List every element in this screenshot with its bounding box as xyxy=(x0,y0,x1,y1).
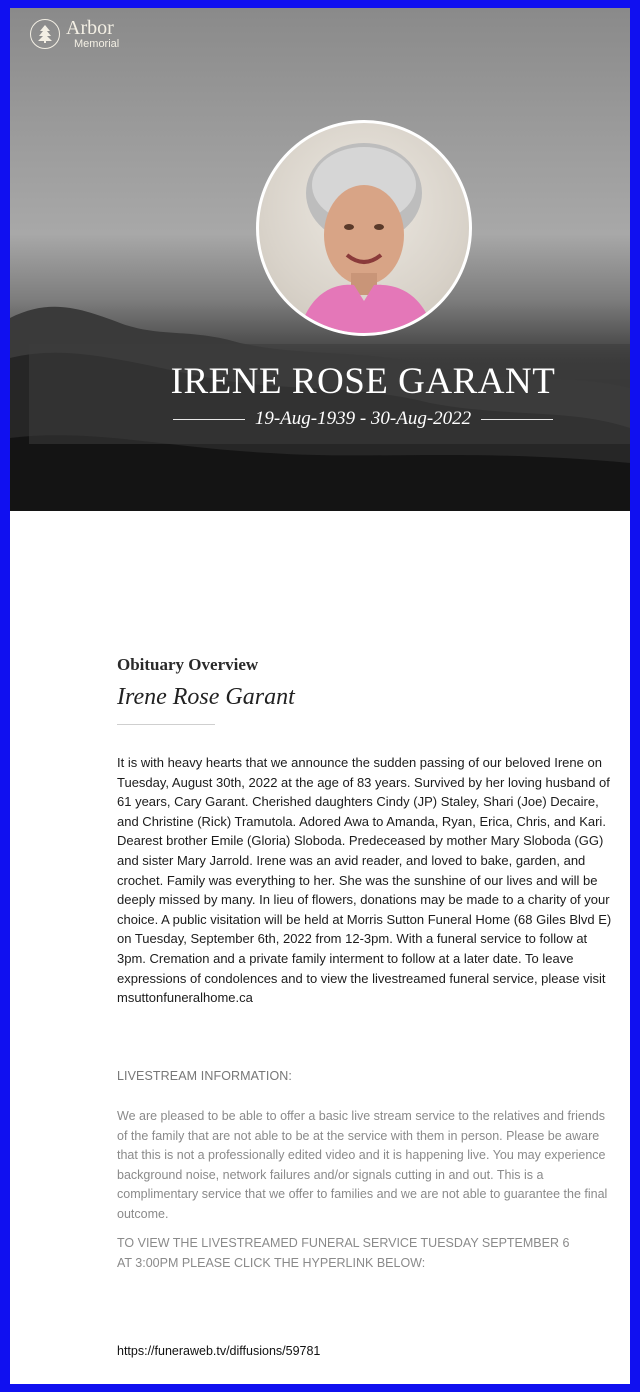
tree-icon xyxy=(30,19,60,49)
logo-name: Arbor xyxy=(66,17,114,39)
life-dates: 19-Aug-1939 - 30-Aug-2022 xyxy=(254,408,472,429)
logo-subname: Memorial xyxy=(74,38,120,50)
hero-banner xyxy=(10,8,630,511)
deceased-name: Irene Rose Garant xyxy=(117,684,295,710)
logo-wordmark xyxy=(66,18,119,50)
livestream-link[interactable]: https://funeraweb.tv/diffusions/59781 xyxy=(117,1344,321,1358)
dates-divider-right xyxy=(481,419,553,420)
livestream-body: We are pleased to be able to offer a basic live stream service to the relatives and friends of the family that are not able to be at the service with them in person. Please be aware that this is not a professionally edited video and it is happening live. You may experience background noise, network failures and/or signals cutting in and out. This is a complimentary service that we offer to families and we are not able to guarantee the final outcome. xyxy=(117,1109,608,1221)
livestream-heading: LIVESTREAM INFORMATION: xyxy=(117,1069,292,1083)
section-divider xyxy=(117,724,215,725)
hero-name: IRENE ROSE GARANT xyxy=(170,361,556,402)
page-frame xyxy=(10,8,630,1384)
dates-row xyxy=(173,406,553,432)
dates-divider-left xyxy=(173,419,245,420)
section-label: Obituary Overview xyxy=(117,655,259,674)
livestream-cta: TO VIEW THE LIVESTREAMED FUNERAL SERVICE TUESDAY SEPTEMBER 6 AT 3:00PM PLEASE CLICK THE HYPERLINK BELOW: xyxy=(117,1236,570,1270)
portrait-photo xyxy=(256,120,472,336)
arbor-memorial-logo[interactable] xyxy=(30,18,119,50)
obituary-text: It is with heavy hearts that we announce the sudden passing of our beloved Irene on Tuesday, August 30th, 2022 at the age of 83 years. Survived by her loving husband of 61 years, Cary Garant. Cherished daughters Cindy (JP) Staley, Shari (Joe) Decaire, and Christine (Rick) Tramutola. Adored Awa to Amanda, Ryan, Erica, Chris, and Kari. Dearest brother Emile (Gloria) Sloboda. Predeceased by mother Mary Sloboda (GG) and sister Mary Jarrold. Irene was an avid reader, and loved to bake, garden, and crochet. Family was everything to her. She was the sunshine of our lives and will be deeply missed by many. In lieu of flowers, donations may be made to a charity of your choice. A public visitation will be held at Morris Sutton Funeral Home (68 Giles Blvd E) on Tuesday, September 6th, 2022 from 12-3pm. With a funeral service to follow at 3pm. Cremation and a private family interment to follow at a later date. To leave expressions of condolences and to view the livestreamed funeral service, please visit msuttonfuneralhome.ca xyxy=(117,755,612,1006)
